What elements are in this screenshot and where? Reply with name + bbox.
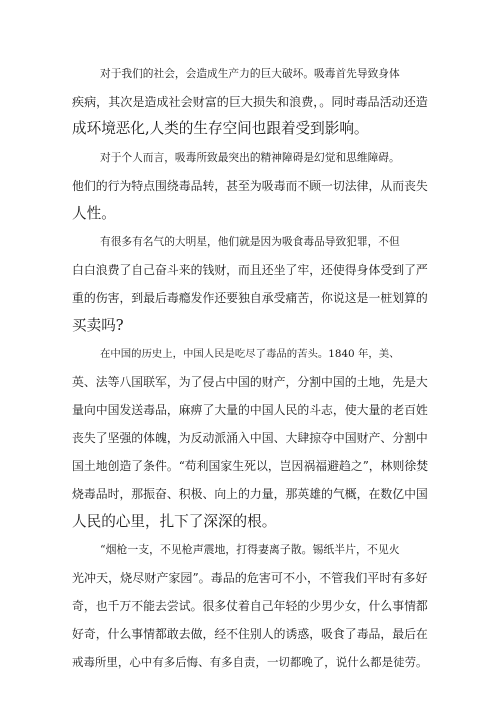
text-line: 英、法等八国联军，为了侵占中国的财产，分割中国的土地，先是大 bbox=[72, 375, 428, 389]
text-line: 白白浪费了自己奋斗来的钱财，而且还坐了牢，还使得身体受到了严 bbox=[72, 263, 428, 277]
text-line: 光冲天，烧尽财产家园”。毒品的危害可不小，不管我们平时有多好 bbox=[72, 571, 428, 585]
text-line: 对于个人而言，吸毒所致最突出的精神障碍是幻觉和思维障碍。 bbox=[100, 151, 400, 164]
text-line: “烟枪一支，不见枪声震地，打得妻离子散。锡纸半片，不见火 bbox=[100, 543, 400, 556]
text-line: 戒毒所里，心中有多后悔、有多自责，一切都晚了，说什么都是徒劳。 bbox=[72, 655, 428, 669]
text-line: 丧失了坚强的体魄，为反动派涌入中国、大肆掠夺中国财产、分割中 bbox=[72, 431, 428, 445]
text-line: 国土地创造了条件。“苟利国家生死以，岂因祸福避趋之”，林则徐焚 bbox=[72, 459, 429, 473]
text-line: 烧毒品时，那振奋、积极、向上的力量，那英雄的气概，在数亿中国 bbox=[72, 487, 428, 501]
text-line: 量向中国发送毒品，麻痹了大量的中国人民的斗志，使大量的老百姓 bbox=[72, 403, 428, 417]
text-line: 他们的行为特点围绕毒品转，甚至为吸毒而不顾一切法律，从而丧失 bbox=[72, 179, 428, 193]
text-line: 疾病，其次是造成社会财富的巨大损失和浪费，。同时毒品活动还造 bbox=[72, 95, 428, 109]
text-line: 成环境恶化,人类的生存空间也跟着受到影响。 bbox=[72, 120, 369, 137]
text-line: 好奇，什么事情都敢去做，经不住别人的诱惑，吸食了毒品，最后在 bbox=[72, 627, 428, 641]
text-line: 在中国的历史上，中国人民是吃尽了毒品的苦头。1840 年，美、 bbox=[100, 348, 400, 360]
text-line: 买卖吗? bbox=[72, 317, 124, 334]
text-line: 重的伤害，到最后毒瘾发作还要独自承受痛苦，你说这是一桩划算的 bbox=[72, 291, 428, 305]
text-line: 奇，也千万不能去尝试。很多仗着自己年轻的少男少女，什么事情都 bbox=[72, 599, 428, 613]
text-line: 有很多有名气的大明星，他们就是因为吸食毒品导致犯罪，不但 bbox=[100, 235, 400, 248]
text-line: 人性。 bbox=[72, 205, 116, 222]
text-line: 人民的心里，扎下了深深的根。 bbox=[72, 513, 277, 530]
text-line: 对于我们的社会，会造成生产力的巨大破坏。吸毒首先导致身体 bbox=[100, 67, 400, 80]
